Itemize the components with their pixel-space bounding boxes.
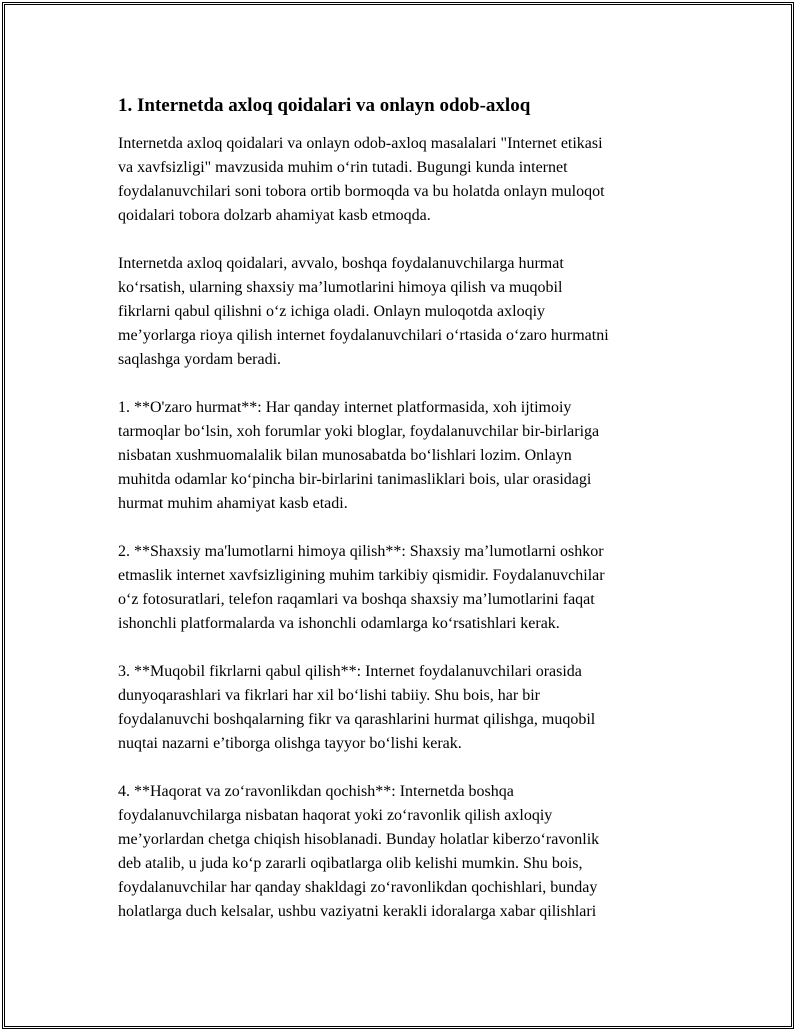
document-title: 1. Internetda axloq qoidalari va onlayn odob-axloq	[118, 95, 531, 116]
paragraph-rules-overview: Internetda axloq qoidalari, avvalo, boshqa foydalanuvchilarga hurmat ko‘rsatish, ularning shaxsiy ma’lumotlarini himoya qilish va muqobil fikrlarni qabul qilishni o‘z ichiga oladi. Onlayn muloqotda axloqiy me’yorlarga rioya qilish internet foydalanuvchilari o‘rtasida o‘zaro hurmatni saqlashga yordam beradi.	[118, 255, 609, 368]
list-item-mutual-respect: 1. **O'zaro hurmat**: Har qanday internet platformasida, xoh ijtimoiy tarmoqlar bo‘lsin, xoh forumlar yoki bloglar, foydalanuvchilar bir-birlariga nisbatan xushmuomalalik bilan munosabatda bo‘lishlari lozim. Onlayn muhitda odamlar ko‘pincha bir-birlarini tanimasliklari bois, ular orasidagi hurmat muhim ahamiyat kasb etadi.	[118, 399, 600, 512]
list-item-personal-data: 2. **Shaxsiy ma'lumotlarni himoya qilish**: Shaxsiy ma’lumotlarni oshkor etmaslik internet xavfsizligining muhim tarkibiy qismidir. Foydalanuvchilar o‘z fotosuratlari, telefon raqamlari va boshqa shaxsiy ma’lumotlarini faqat ishonchli platformalarda va ishonchli odamlarga ko‘rsatishlari kerak.	[118, 543, 605, 632]
list-item-alternative-views: 3. **Muqobil fikrlarni qabul qilish**: Internet foydalanuvchilari orasida dunyoqarashlari va fikrlari har xil bo‘lishi tabiiy. Shu bois, har bir foydalanuvchi boshqalarning fikr va qarashlarini hurmat qilishga, muqobil nuqtai nazarni e’tiborga olishga tayyor bo‘lishi kerak.	[118, 663, 596, 752]
paragraph-intro: Internetda axloq qoidalari va onlayn odob-axloq masalalari "Internet etikasi va xavfsizligi" mavzusida muhim o‘rin tutadi. Bugungi kunda internet foydalanuvchilari soni tobora ortib bormoqda va bu holatda onlayn muloqot qoidalari tobora dolzarb ahamiyat kasb etmoqda.	[118, 135, 605, 224]
list-item-avoid-harassment: 4. **Haqorat va zo‘ravonlikdan qochish**: Internetda boshqa foydalanuvchilarga nisbatan haqorat yoki zo‘ravonlik qilish axloqiy me’yorlardan chetga chiqish hisoblanadi. Bunday holatlar kiberzo‘ravonlik deb atalib, u juda ko‘p zararli oqibatlarga olib kelishi mumkin. Shu bois, foydalanuvchilar har qanday shakldagi zo‘ravonlikdan qochishlari, bunday holatlarga duch kelsalar, ushbu vaziyatni kerakli idoralarga xabar qilishlari	[118, 783, 600, 920]
document-body	[118, 92, 688, 948]
